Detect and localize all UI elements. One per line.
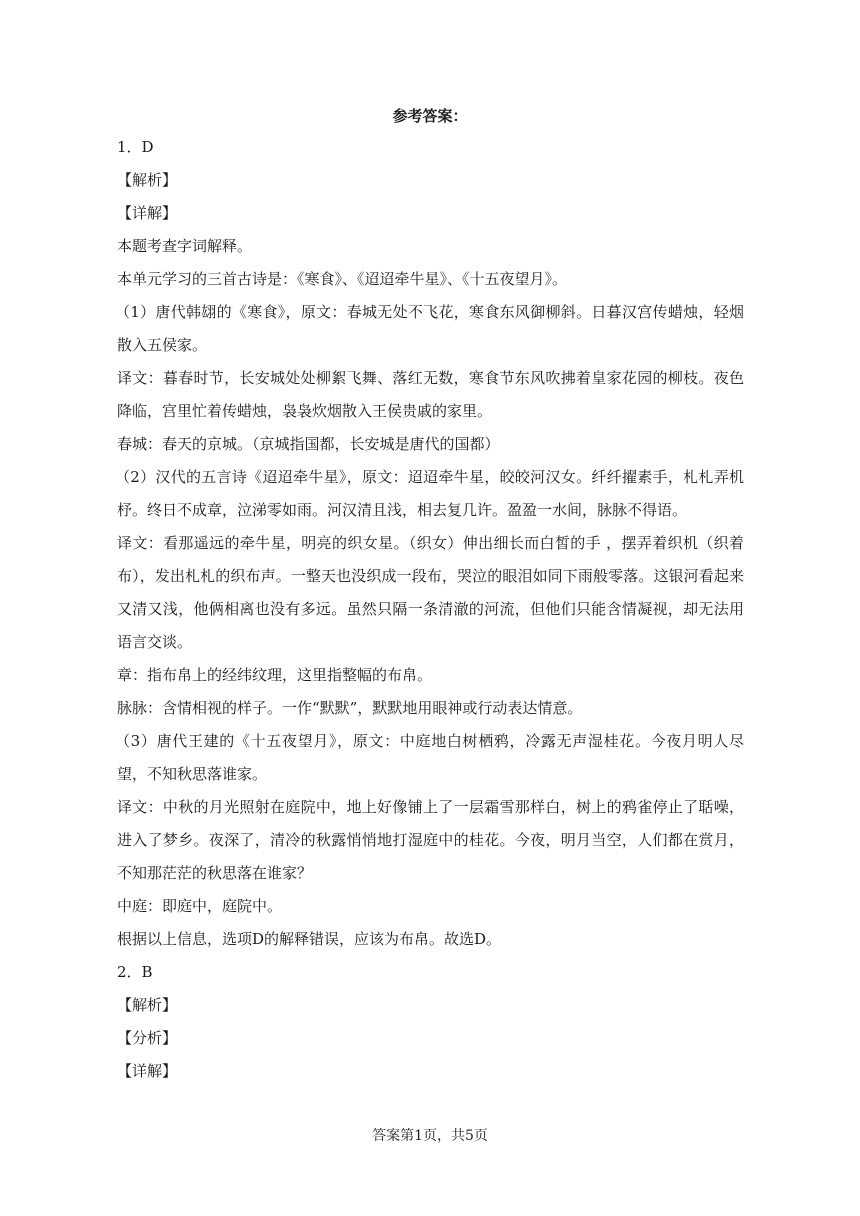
paragraph: 春城：春天的京城。（京城指国都，长安城是唐代的国都） — [117, 435, 500, 453]
paragraph: （1）唐代韩翃的《寒食》，原文：春城无处不飞花，寒食东风御柳斜。日暮汉宫传蜡烛，轻烟散入五侯家。 — [115, 303, 744, 354]
paragraph: 章：指布帛上的经纬纹理，这里指整幅的布帛。 — [117, 666, 433, 684]
paragraph: 译文：看那遥远的牵牛星，明亮的织女星。（织女）伸出细长而白皙的手 ，摆弄着织机（织着布），发出札札的织布声。一整天也没织成一段布，哭泣的眼泪如同下雨般零落。这银河看起来又清又浅，他俩相离也没有多远。虽然只隔一条清澈的河流，但他们只能含情凝视，却无法用语言交谈。 — [117, 534, 744, 651]
paragraph: 本题考查字词解释。 — [117, 237, 253, 255]
paragraph: （3）唐代王建的《十五夜望月》，原文：中庭地白树栖鸦，冷露无声湿桂花。今夜月明人尽望，不知秋思落谁家。 — [115, 732, 744, 783]
paragraph: 本单元学习的三首古诗是：《寒食》、《迢迢牵牛星》、《十五夜望月》。 — [117, 270, 568, 288]
analysis-heading: 【解析】 — [117, 171, 178, 189]
paragraph: （2）汉代的五言诗《迢迢牵牛星》，原文：迢迢牵牛星，皎皎河汉女。纤纤擢素手，札札弄机杼。终日不成章，泣涕零如雨。河汉清且浅，相去复几许。盈盈一水间，脉脉不得语。 — [115, 468, 744, 519]
analysis-heading: 【解析】 — [117, 996, 178, 1014]
detail-heading: 【详解】 — [117, 204, 178, 222]
paragraph: 译文：中秋的月光照射在庭院中，地上好像铺上了一层霜雪那样白，树上的鸦雀停止了聒噪，进入了梦乡。夜深了，清冷的秋露悄悄地打湿庭中的桂花。今夜，明月当空，人们都在赏月，不知那茫茫的秋思落在谁家？ — [117, 798, 744, 882]
analysis-heading: 【分析】 — [117, 1029, 178, 1047]
answer-content — [117, 131, 744, 1088]
paragraph: 译文：暮春时节，长安城处处柳絮飞舞、落红无数，寒食节东风吹拂着皇家花园的柳枝。夜色降临，宫里忙着传蜡烛，袅袅炊烟散入王侯贵戚的家里。 — [117, 369, 744, 420]
paragraph: 脉脉：含情相视的样子。一作“默默”，默默地用眼神或行动表达情意。 — [117, 699, 583, 717]
page-footer: 答案第1页，共5页 — [372, 1128, 488, 1144]
detail-heading: 【详解】 — [117, 1062, 178, 1080]
page-title: 参考答案： — [392, 107, 468, 125]
paragraph: 根据以上信息，选项D的解释错误，应该为布帛。故选D。 — [117, 930, 502, 948]
answer-number-2: 2．B — [117, 963, 153, 981]
paragraph: 中庭：即庭中，庭院中。 — [117, 897, 283, 915]
answer-number-1: 1．D — [117, 138, 154, 156]
